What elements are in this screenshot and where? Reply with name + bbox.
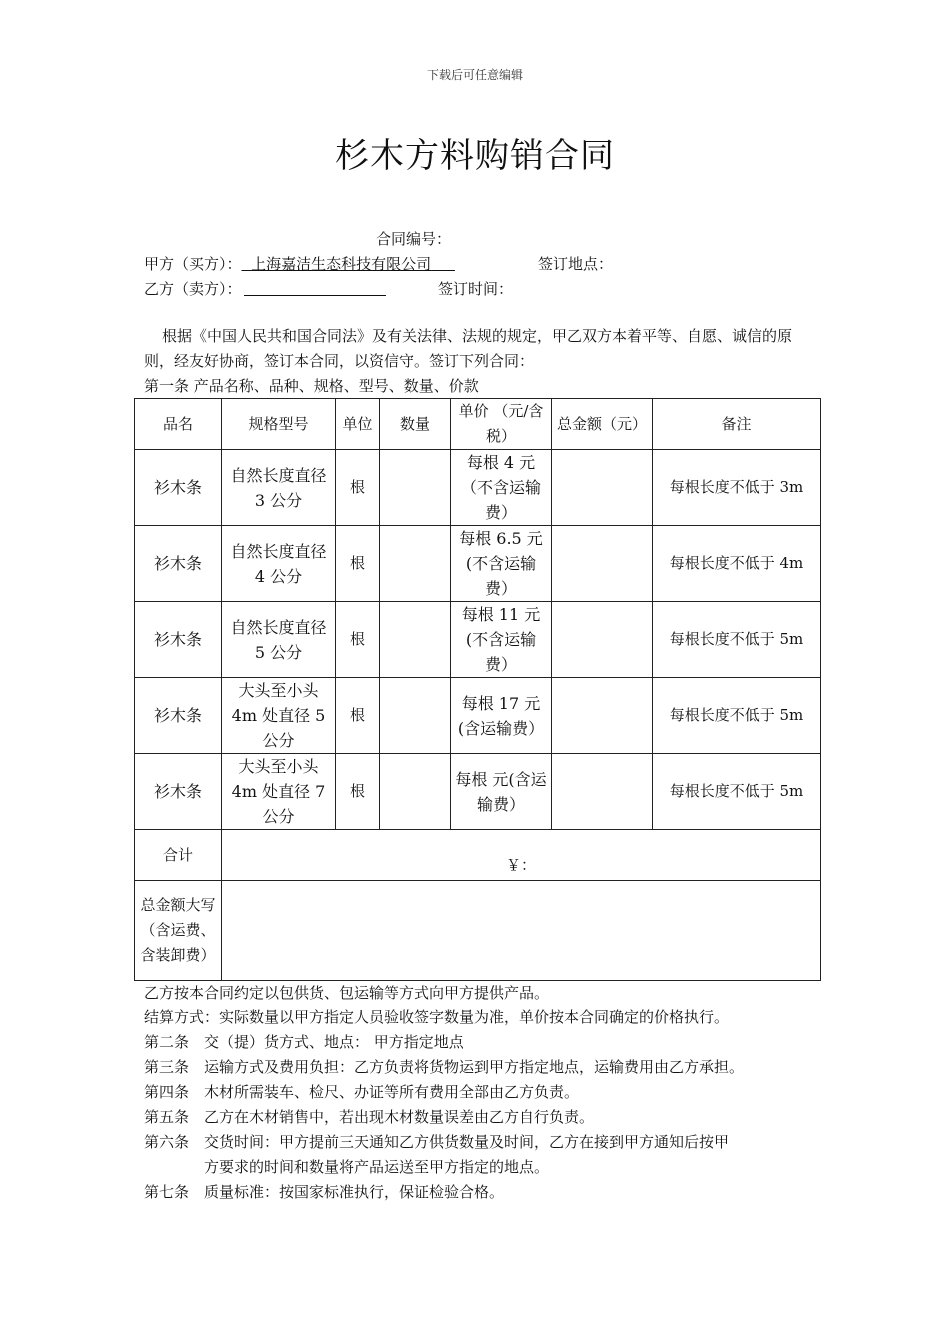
clause-number: 第七条 xyxy=(144,1183,190,1201)
amount-in-words-label: 总金额大写（含运费、含装卸费） xyxy=(135,881,222,981)
cell-remark: 每根长度不低于 5m xyxy=(653,602,821,678)
clause-text: 质量标准：按国家标准执行，保证检验合格。 xyxy=(204,1183,505,1201)
cell-remark: 每根长度不低于 5m xyxy=(653,678,821,754)
clause-text: 乙方在木材销售中，若出现木材数量误差由乙方自行负责。 xyxy=(204,1108,595,1126)
cell-unit: 根 xyxy=(336,450,380,526)
cell-amount[interactable] xyxy=(552,602,653,678)
cell-name: 衫木条 xyxy=(135,602,222,678)
clause-number: 第二条 xyxy=(144,1033,190,1051)
party-a-label: 甲方（买方）： xyxy=(144,255,242,273)
party-a-line xyxy=(144,253,455,274)
clause-supply: 乙方按本合同约定以包供货、包运输等方式向甲方提供产品。 xyxy=(144,984,550,1002)
header-name: 品名 xyxy=(135,399,222,450)
contract-no-label: 合同编号： xyxy=(376,230,452,248)
cell-price: 每根 4 元（不含运输费） xyxy=(451,450,552,526)
cell-name: 衫木条 xyxy=(135,678,222,754)
clause-number: 第六条 xyxy=(144,1133,190,1151)
cell-qty[interactable] xyxy=(380,754,451,830)
table-row xyxy=(135,754,821,830)
total-label: 合计 xyxy=(135,830,222,881)
cell-name: 衫木条 xyxy=(135,754,222,830)
header-unit: 单位 xyxy=(336,399,380,450)
cell-price: 每根 元(含运输费） xyxy=(451,754,552,830)
total-value[interactable]: ￥： xyxy=(222,830,821,881)
cell-spec: 大头至小头 4m 处直径 5 公分 xyxy=(222,678,336,754)
sign-place-label: 签订地点： xyxy=(538,255,614,273)
clause-4 xyxy=(144,1080,824,1105)
cell-qty[interactable] xyxy=(380,450,451,526)
clause-text: 运输方式及费用负担：乙方负责将货物运到甲方指定地点，运输费用由乙方承担。 xyxy=(204,1058,745,1076)
cell-qty[interactable] xyxy=(380,678,451,754)
table-row xyxy=(135,526,821,602)
product-table xyxy=(134,398,821,981)
clause-5 xyxy=(144,1105,824,1130)
cell-unit: 根 xyxy=(336,526,380,602)
cell-unit: 根 xyxy=(336,754,380,830)
article-1-heading: 第一条 产品名称、品种、规格、型号、数量、价款 xyxy=(144,377,479,395)
header-note: 下载后可任意编辑 xyxy=(426,68,523,82)
sign-time-label: 签订时间： xyxy=(438,280,514,298)
clause-text-continued: 方要求的时间和数量将产品运送至甲方指定的地点。 xyxy=(204,1158,550,1176)
cell-price: 每根 6.5 元(不含运输费） xyxy=(451,526,552,602)
cell-remark: 每根长度不低于 3m xyxy=(653,450,821,526)
clause-text: 交货时间：甲方提前三天通知乙方供货数量及时间，乙方在接到甲方通知后按甲 xyxy=(204,1133,730,1151)
cell-amount[interactable] xyxy=(552,678,653,754)
header-remark: 备注 xyxy=(653,399,821,450)
cell-spec: 自然长度直径 4 公分 xyxy=(222,526,336,602)
cell-name: 衫木条 xyxy=(135,526,222,602)
clause-settlement: 结算方式：实际数量以甲方指定人员验收签字数量为准，单价按本合同确定的价格执行。 xyxy=(144,1008,730,1026)
total-row xyxy=(135,830,821,881)
clause-7 xyxy=(144,1180,824,1205)
cell-qty[interactable] xyxy=(380,602,451,678)
clause-text: 木材所需装车、检尺、办证等所有费用全部由乙方负责。 xyxy=(204,1083,580,1101)
amount-in-words-value[interactable] xyxy=(222,881,821,981)
header-amount: 总金额（元） xyxy=(552,399,653,450)
clause-6 xyxy=(144,1130,824,1180)
header-price: 单价 （元/含税） xyxy=(451,399,552,450)
table-header-row xyxy=(135,399,821,450)
cell-unit: 根 xyxy=(336,602,380,678)
intro-paragraph: 根据《中国人民共和国合同法》及有关法律、法规的规定，甲乙双方本着平等、自愿、诚信的原则，经友好协商，签订本合同，以资信守。签订下列合同： xyxy=(144,327,793,370)
table-row xyxy=(135,678,821,754)
clause-number: 第四条 xyxy=(144,1083,190,1101)
clause-number: 第五条 xyxy=(144,1108,190,1126)
table-row xyxy=(135,602,821,678)
clause-3 xyxy=(144,1055,824,1080)
page-title: 杉木方料购销合同 xyxy=(335,136,615,176)
cell-price: 每根 11 元(不含运输费） xyxy=(451,602,552,678)
amount-in-words-row xyxy=(135,881,821,981)
table-row xyxy=(135,450,821,526)
cell-spec: 自然长度直径 3 公分 xyxy=(222,450,336,526)
cell-spec: 大头至小头 4m 处直径 7 公分 xyxy=(222,754,336,830)
cell-qty[interactable] xyxy=(380,526,451,602)
clause-text: 交（提）货方式、地点： 甲方指定地点 xyxy=(204,1033,464,1051)
cell-amount[interactable] xyxy=(552,754,653,830)
party-b-line xyxy=(144,278,386,299)
header-spec: 规格型号 xyxy=(222,399,336,450)
cell-spec: 自然长度直径 5 公分 xyxy=(222,602,336,678)
party-b-blank xyxy=(244,281,386,296)
clause-number: 第三条 xyxy=(144,1058,190,1076)
clause-2 xyxy=(144,1030,824,1055)
header-qty: 数量 xyxy=(380,399,451,450)
cell-remark: 每根长度不低于 4m xyxy=(653,526,821,602)
party-b-label: 乙方（卖方）： xyxy=(144,280,242,298)
cell-name: 衫木条 xyxy=(135,450,222,526)
cell-unit: 根 xyxy=(336,678,380,754)
cell-remark: 每根长度不低于 5m xyxy=(653,754,821,830)
cell-price: 每根 17 元(含运输费） xyxy=(451,678,552,754)
cell-amount[interactable] xyxy=(552,450,653,526)
cell-amount[interactable] xyxy=(552,526,653,602)
party-a-value: 上海嘉洁生态科技有限公司 xyxy=(251,255,432,273)
